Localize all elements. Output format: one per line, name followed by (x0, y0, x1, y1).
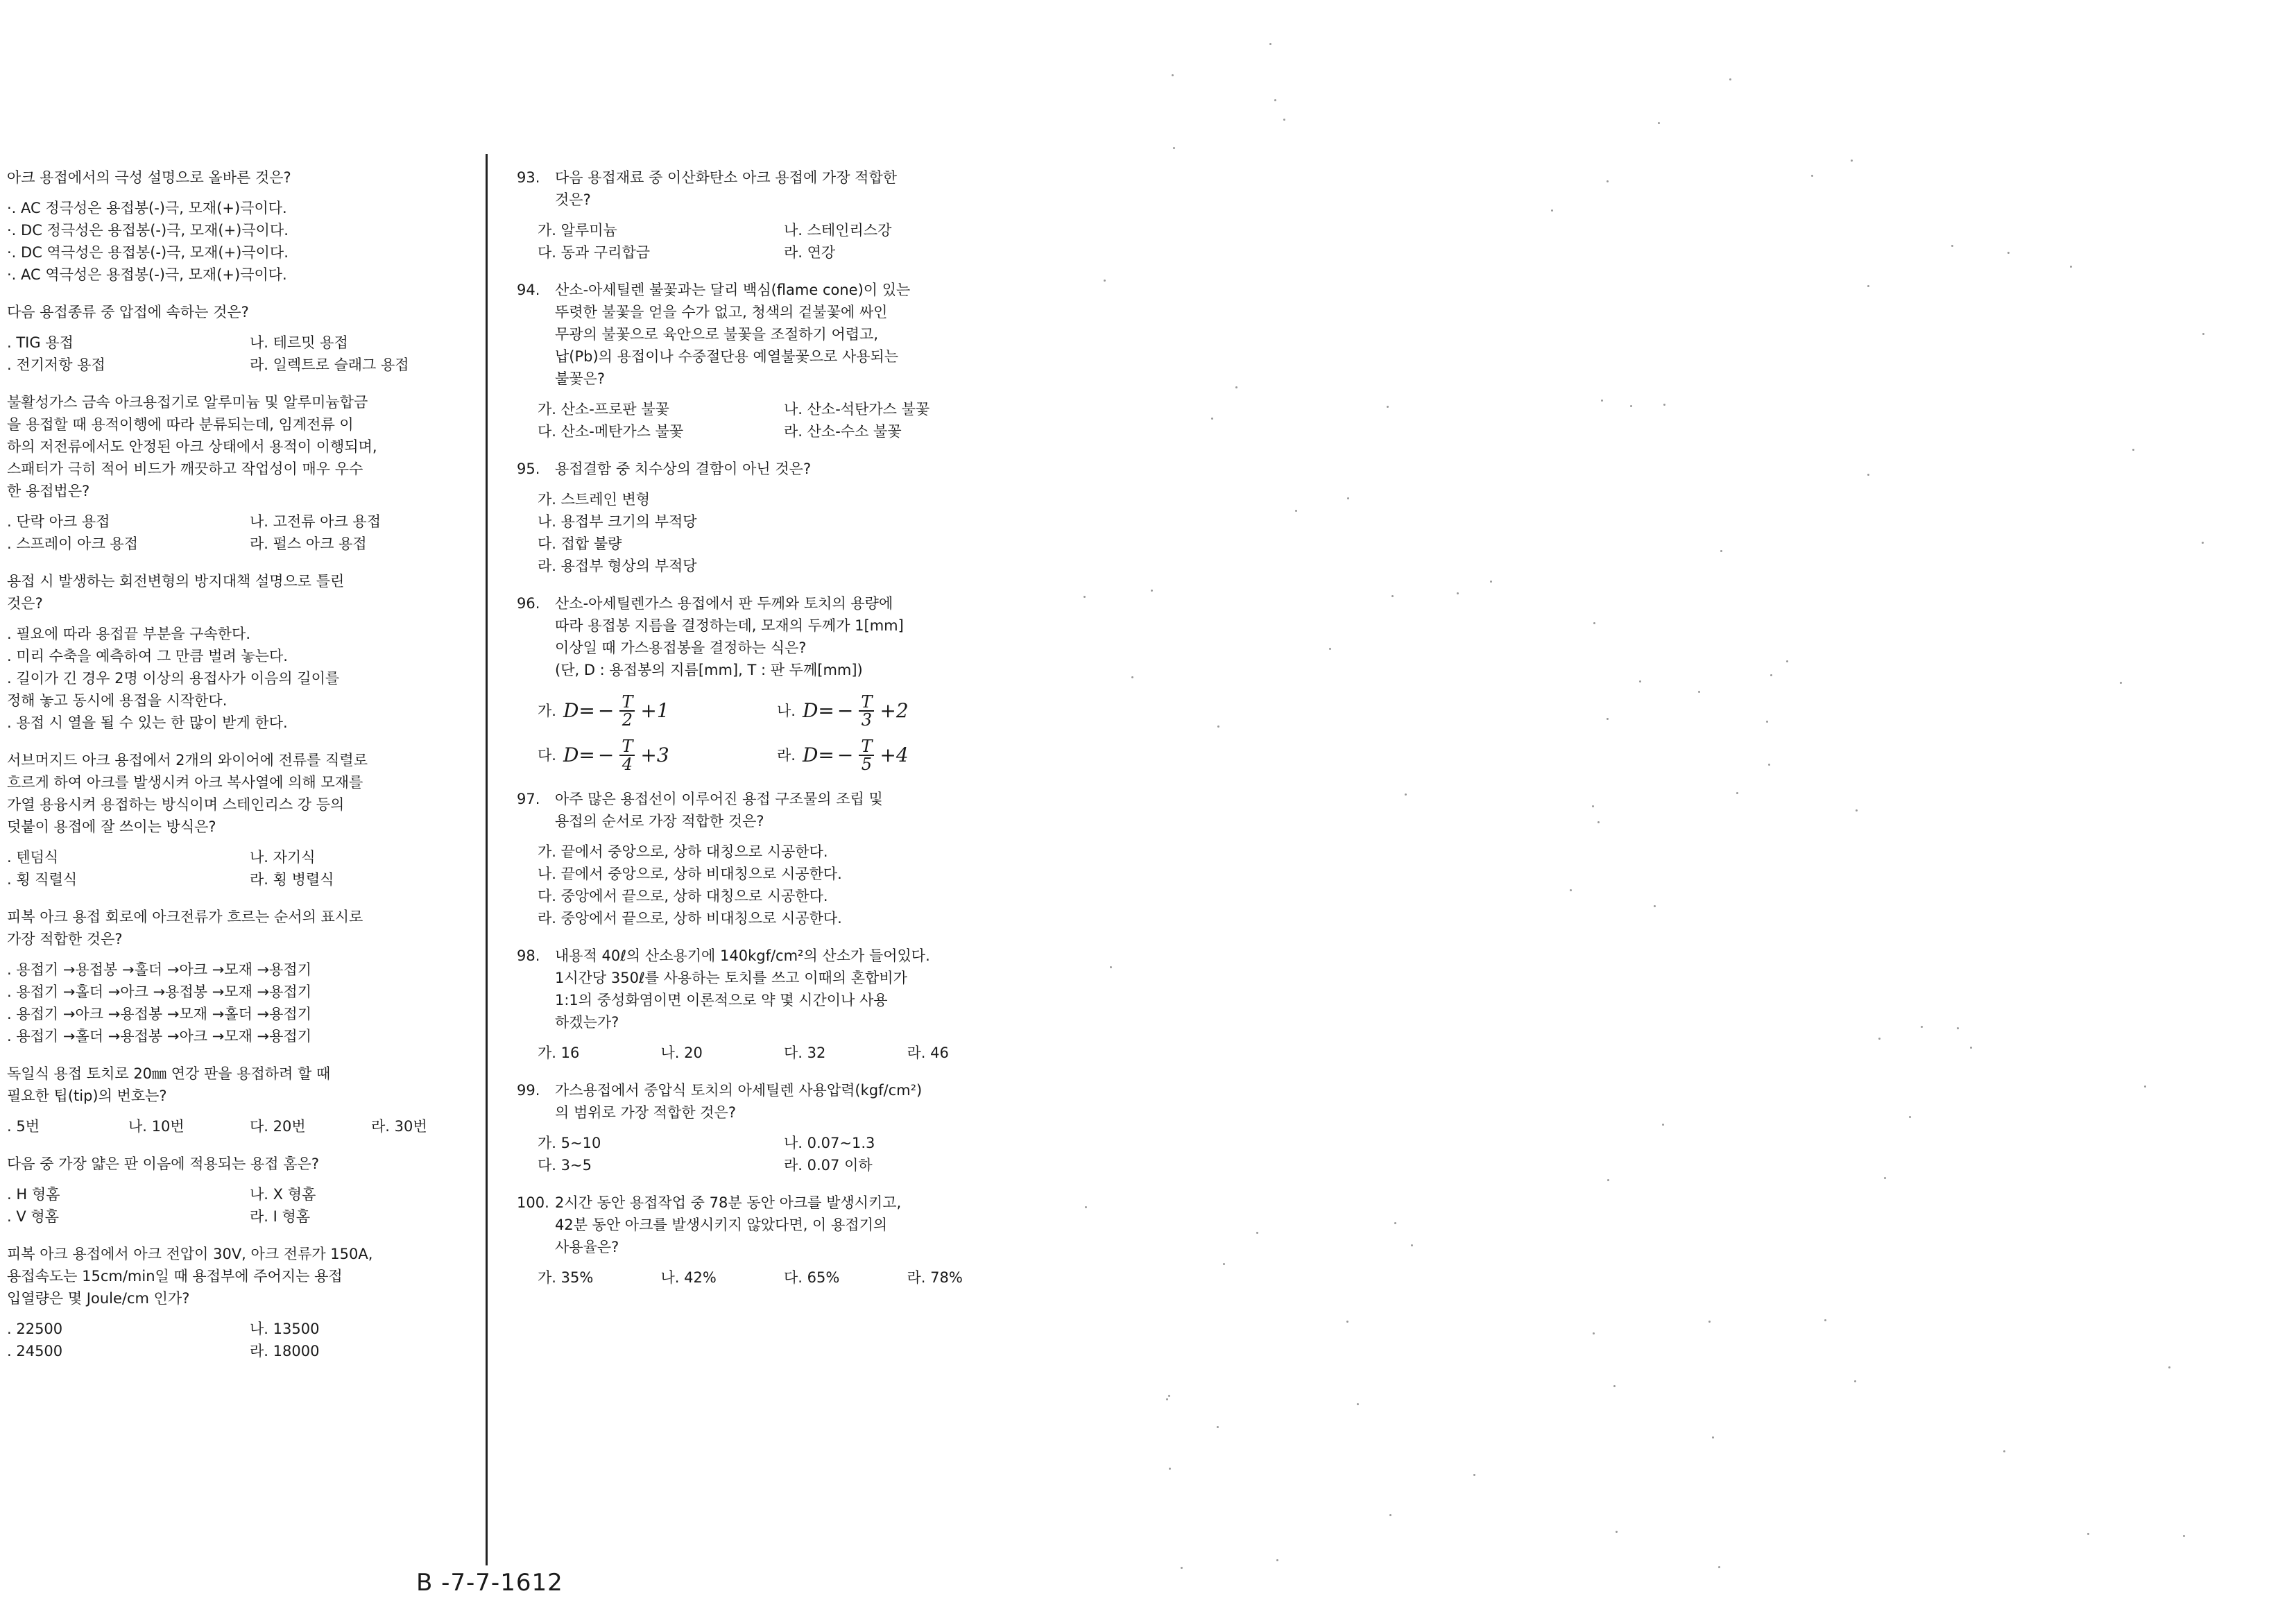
answer-option: 가. 알루미늄 (538, 222, 617, 239)
question-block (517, 458, 1016, 577)
answer-option: 나. 스테인리스강 (784, 222, 892, 239)
question-text: 불활성가스 금속 아크용접기로 알루미늄 및 알루미늄합금 을 용접할 때 용적이행에 따라 분류되는데, 임계전류 이 하의 저전류에서도 안정된 아크 상태에서 용적이 이행되며, 스패터가 극히 적어 비드가 깨끗하고 작업성이 매우 우수 한 용접법은? (7, 394, 377, 499)
answer-option: 나. 용접부 크기의 부적당 (538, 513, 697, 530)
scan-speck (1639, 680, 1641, 682)
minus-sign: − (597, 699, 615, 722)
fraction (859, 694, 874, 728)
answer-option: . 필요에 따라 용접끝 부분을 구속한다. (7, 626, 251, 642)
scan-speck (1166, 1398, 1168, 1400)
formula-rest: +2 (880, 699, 909, 722)
question-body: 내용적 40ℓ의 산소용기에 140kgf/cm²의 산소가 들어있다. 1시간당 350ℓ를 사용하는 토치를 쓰고 이때의 혼합비가 1:1의 중성화염이면 이론적으로 약 몇 시간이나 사용 하겠는가? (555, 947, 930, 1031)
question-text (517, 1192, 1016, 1258)
scan-speck (1592, 805, 1594, 807)
option-list (7, 623, 479, 734)
scan-speck (2003, 1450, 2005, 1452)
scan-speck (2183, 1535, 2185, 1537)
formula-option (777, 738, 1016, 773)
minus-sign: − (837, 744, 854, 766)
question-block (7, 1243, 479, 1362)
scan-speck (1391, 595, 1394, 597)
option-list (7, 959, 479, 1047)
question-block (7, 301, 479, 376)
answer-option: . TIG 용접 (7, 334, 74, 351)
formula (563, 738, 669, 773)
option-label: 다. (538, 747, 556, 764)
option-list (7, 332, 479, 376)
answer-option: 다. 3~5 (538, 1157, 592, 1174)
question-text: 피복 아크 용접 회로에 아크전류가 흐르는 순서의 표시로 가장 적합한 것은? (7, 909, 363, 947)
scan-speck (1274, 99, 1276, 101)
option-list (7, 846, 479, 891)
scan-speck (1347, 497, 1349, 499)
scan-speck (1085, 1206, 1087, 1208)
question-block (7, 906, 479, 1047)
left-column (7, 166, 479, 1377)
minus-sign: − (837, 699, 854, 722)
answer-option: . 미리 수축을 예측하여 그 만큼 벌려 놓는다. (7, 648, 288, 664)
answer-option: 라. 일렉트로 슬래그 용접 (250, 357, 409, 373)
question-body: 산소-아세틸렌 불꽃과는 달리 백심(flame cone)이 있는 뚜렷한 불꽃을 얻을 수가 없고, 청색의 겉불꽃에 싸인 무광의 불꽃으로 육안으로 불꽃을 조절하기 어렵고, 납(Pb)의 용접이나 수중절단용 예열불꽃으로 사용되는 불꽃은? (555, 282, 911, 387)
answer-option: 나. 고전류 아크 용접 (250, 513, 381, 530)
scan-speck (1698, 691, 1700, 693)
question-text: 독일식 용접 토치로 20㎜ 연강 판을 용접하려 할 때 필요한 팁(tip)의 번호는? (7, 1065, 331, 1104)
scan-speck (1168, 1395, 1170, 1397)
scan-speck (2087, 1533, 2089, 1535)
scan-speck (1405, 793, 1407, 796)
right-column (517, 166, 1016, 1304)
scan-speck (1083, 596, 1086, 598)
fraction-denominator: 4 (622, 755, 633, 774)
answer-option: 라. 30번 (371, 1118, 427, 1135)
answer-option: . 텐덤식 (7, 849, 59, 866)
question-block (517, 1079, 1016, 1176)
answer-option: 나. 산소-석탄가스 불꽃 (784, 401, 930, 418)
option-label: 가. (538, 703, 556, 719)
scan-speck (1607, 718, 1609, 720)
option-list (517, 1132, 1016, 1176)
question-block (7, 570, 479, 734)
formula-lhs: D= (563, 744, 595, 766)
answer-option: 가. 5~10 (538, 1135, 601, 1151)
scan-speck (1662, 1124, 1664, 1126)
option-label: 나. (777, 703, 796, 719)
answer-option: 나. 끝에서 중앙으로, 상하 비대칭으로 시공한다. (538, 866, 842, 882)
answer-option: . 5번 (7, 1118, 40, 1135)
question-body: 용접결함 중 치수상의 결함이 아닌 것은? (555, 461, 812, 477)
answer-option: 라. I 형홈 (250, 1208, 311, 1225)
scan-speck (1970, 1047, 1972, 1049)
scan-speck (1387, 406, 1389, 408)
scan-speck (1951, 245, 1953, 247)
question-number: 100. (517, 1194, 549, 1211)
formula-option (777, 694, 1016, 728)
question-text (517, 1079, 1016, 1124)
scan-speck (2132, 449, 2134, 451)
fraction-numerator: T (619, 738, 635, 756)
question-body: 다음 용접재료 중 이산화탄소 아크 용접에 가장 적합한 것은? (555, 169, 898, 208)
question-text (517, 592, 1016, 681)
scan-speck (1663, 404, 1665, 406)
question-text: 피복 아크 용접에서 아크 전압이 30V, 아크 전류가 150A, 용접속도는 15cm/min일 때 용접부에 주어지는 용접 입열량은 몇 Joule/cm 인가? (7, 1246, 373, 1307)
question-text (517, 788, 1016, 832)
question-block (517, 592, 1016, 773)
scan-speck (2168, 1366, 2170, 1368)
scan-speck (1854, 1380, 1856, 1382)
question-block (517, 788, 1016, 929)
question-text: 용접 시 발생하는 회전변형의 방지대책 설명으로 틀린 것은? (7, 573, 345, 612)
answer-option: 라. 용접부 형상의 부적당 (538, 558, 697, 574)
scan-speck (2120, 682, 2122, 684)
scan-speck (2007, 252, 2010, 254)
formula-option (538, 694, 777, 728)
question-block (7, 749, 479, 891)
scan-speck (1131, 676, 1133, 678)
scan-speck (1909, 1116, 1911, 1118)
scan-speck (1346, 1321, 1348, 1323)
scan-speck (1607, 180, 1609, 182)
scan-speck (1217, 725, 1219, 728)
question-number: 99. (517, 1082, 540, 1099)
scan-speck (1104, 280, 1106, 282)
fraction-numerator: T (859, 738, 874, 756)
scan-speck (1867, 474, 1869, 476)
answer-option: . 용접기 →용접봉 →홀더 →아크 →모재 →용접기 (7, 961, 311, 978)
scan-speck (1712, 1436, 1714, 1439)
answer-option: 나. 0.07~1.3 (784, 1135, 875, 1151)
scan-speck (1217, 1426, 1219, 1428)
scan-speck (1329, 648, 1331, 650)
answer-option: 다. 접합 불량 (538, 535, 622, 552)
formula-rest: +4 (880, 744, 909, 766)
question-block (7, 1153, 479, 1228)
scan-speck (1616, 1531, 1618, 1533)
scan-speck (1223, 1263, 1225, 1265)
question-number: 93. (517, 169, 540, 186)
scan-speck (1211, 418, 1213, 420)
scan-speck (2202, 542, 2204, 544)
formula (803, 694, 909, 728)
answer-option: 가. 35% (538, 1269, 594, 1286)
option-list (517, 841, 1016, 929)
scan-speck (1269, 43, 1271, 45)
scan-speck (1718, 1566, 1720, 1568)
answer-option: . 단락 아크 용접 (7, 513, 110, 530)
question-number: 98. (517, 947, 540, 964)
fraction (619, 738, 635, 773)
question-text (517, 458, 1016, 480)
question-text (517, 945, 1016, 1033)
answer-option: . 횡 직렬식 (7, 871, 78, 888)
answer-option: 라. 78% (907, 1269, 963, 1286)
question-text: 서브머지드 아크 용접에서 2개의 와이어에 전류를 직렬로 흐르게 하여 아크를 발생시켜 아크 복사열에 의해 모재를 가열 용융시켜 용접하는 방식이며 스테인리스 강 등의 덧붙이 용접에 잘 쓰이는 방식은? (7, 752, 368, 835)
scan-speck (1921, 1026, 1923, 1028)
scan-speck (1878, 1038, 1881, 1040)
scan-speck (1173, 147, 1175, 149)
scan-speck (2202, 333, 2204, 335)
formula-options (517, 694, 1016, 773)
scan-speck (1856, 809, 1858, 812)
answer-option: ·. DC 정극성은 용접봉(-)극, 모재(+)극이다. (7, 222, 289, 239)
question-text: 아크 용접에서의 극성 설명으로 올바른 것은? (7, 169, 291, 186)
answer-option: 라. 중앙에서 끝으로, 상하 비대칭으로 시공한다. (538, 910, 842, 927)
question-number: 95. (517, 461, 540, 477)
scan-speck (1593, 622, 1595, 624)
answer-option: 다. 산소-메탄가스 불꽃 (538, 423, 684, 440)
question-block (7, 166, 479, 286)
scan-speck (1411, 1244, 1413, 1246)
answer-option: 나. 테르밋 용접 (250, 334, 348, 351)
scan-speck (1613, 1385, 1616, 1387)
scan-speck (1786, 660, 1788, 662)
answer-option: 다. 65% (784, 1269, 840, 1286)
answer-option: ·. AC 정극성은 용접봉(-)극, 모재(+)극이다. (7, 200, 287, 216)
page-footer-code: B -7-7-1612 (416, 1569, 563, 1597)
scan-speck (1593, 1332, 1595, 1334)
answer-option: 나. 20 (660, 1045, 703, 1061)
scan-speck (1824, 1319, 1826, 1321)
scan-speck (1957, 1027, 1959, 1029)
scan-speck (1708, 1321, 1711, 1323)
question-body: 가스용접에서 중압식 토치의 아세틸렌 사용압력(kgf/cm²) 의 범위로 가장 적합한 것은? (555, 1082, 923, 1121)
scan-speck (1607, 1179, 1609, 1181)
minus-sign: − (597, 744, 615, 766)
answer-option: 가. 끝에서 중앙으로, 상하 대칭으로 시공한다. (538, 843, 828, 860)
option-list (7, 1318, 479, 1362)
scan-speck (1276, 1559, 1278, 1561)
answer-option: 라. 18000 (250, 1343, 320, 1359)
scan-speck (1570, 889, 1572, 891)
scan-speck (1729, 78, 1731, 80)
scan-speck (1766, 721, 1768, 723)
scan-speck (1295, 510, 1297, 512)
answer-option: 가. 스트레인 변형 (538, 491, 651, 508)
scan-speck (1151, 590, 1153, 592)
answer-option: . 용접기 →홀더 →아크 →용접봉 →모재 →용접기 (7, 984, 311, 1000)
answer-option: . 용접 시 열을 될 수 있는 한 많이 받게 한다. (7, 714, 288, 731)
answer-option: . 전기저항 용접 (7, 357, 105, 373)
answer-option: 가. 산소-프로판 불꽃 (538, 401, 669, 418)
scan-speck (1658, 122, 1660, 124)
scan-speck (1389, 1514, 1391, 1516)
scan-speck (1654, 905, 1656, 907)
option-list (517, 219, 1016, 264)
answer-option: 나. 42% (660, 1269, 717, 1286)
formula (803, 738, 909, 773)
scan-speck (1630, 405, 1632, 407)
scan-speck (1110, 966, 1112, 968)
answer-option: 라. 산소-수소 불꽃 (784, 423, 902, 440)
formula-lhs: D= (802, 744, 834, 766)
option-label: 라. (777, 747, 796, 764)
question-block (7, 391, 479, 555)
scan-speck (1851, 160, 1853, 162)
question-text: 다음 중 가장 얇은 판 이음에 적용되는 용접 홈은? (7, 1156, 319, 1172)
question-block (517, 945, 1016, 1064)
scan-speck (1283, 119, 1285, 121)
scan-speck (1172, 74, 1174, 76)
answer-option: 다. 중앙에서 끝으로, 상하 대칭으로 시공한다. (538, 888, 828, 904)
option-list (7, 1115, 479, 1137)
answer-option: 나. 10번 (128, 1118, 185, 1135)
scan-speck (1597, 821, 1600, 823)
question-body: 산소-아세틸렌가스 용접에서 판 두께와 토치의 용량에 따라 용접봉 지름을 결정하는데, 모재의 두께가 1[mm] 이상일 때 가스용접봉을 결정하는 식은? (단, D : 용접봉의 지름[mm], T : 판 두께[mm]) (555, 595, 904, 678)
scan-speck (1884, 1177, 1886, 1179)
question-block (517, 279, 1016, 443)
fraction-denominator: 3 (861, 710, 872, 730)
scan-speck (1357, 1403, 1359, 1405)
answer-option: . 길이가 긴 경우 2명 이상의 용접사가 이음의 길이를 정해 놓고 동시에 용접을 시작한다. (7, 670, 340, 709)
option-list (517, 488, 1016, 577)
question-text (517, 166, 1016, 211)
scan-speck (1169, 1468, 1171, 1470)
answer-option: 다. 20번 (250, 1118, 306, 1135)
answer-option: ·. DC 역극성은 용접봉(-)극, 모재(+)극이다. (7, 244, 289, 261)
answer-option: 나. 13500 (250, 1321, 320, 1337)
question-block (7, 1063, 479, 1137)
option-list (7, 1183, 479, 1228)
question-text (517, 279, 1016, 390)
answer-option: 다. 32 (784, 1045, 826, 1061)
option-list (7, 510, 479, 555)
scan-speck (1457, 592, 1459, 594)
scan-speck (1473, 1474, 1475, 1476)
answer-option: . 용접기 →아크 →용접봉 →모재 →홀더 →용접기 (7, 1006, 311, 1022)
formula-rest: +1 (640, 699, 669, 722)
scan-speck (1811, 175, 1813, 177)
fraction (619, 694, 635, 728)
scan-speck (1181, 1567, 1183, 1569)
answer-option: 라. 46 (907, 1045, 949, 1061)
fraction-denominator: 5 (861, 755, 872, 774)
formula (563, 694, 669, 728)
answer-option: 라. 0.07 이하 (784, 1157, 873, 1174)
question-body: 2시간 동안 용접작업 중 78분 동안 아크를 발생시키고, 42분 동안 아크를 발생시키지 않았다면, 이 용접기의 사용율은? (555, 1194, 902, 1255)
answer-option: . 용접기 →홀더 →용접봉 →아크 →모재 →용접기 (7, 1028, 311, 1045)
option-list (517, 1042, 1016, 1064)
scan-speck (1394, 1222, 1396, 1224)
scan-speck (2070, 266, 2072, 268)
fraction-numerator: T (859, 694, 874, 712)
option-list (517, 1266, 1016, 1289)
column-divider (486, 154, 488, 1565)
scan-speck (1256, 1232, 1258, 1234)
answer-option: 가. 16 (538, 1045, 580, 1061)
answer-option: . 22500 (7, 1321, 63, 1337)
fraction-numerator: T (619, 694, 635, 712)
formula-rest: +3 (640, 744, 669, 766)
scan-speck (1736, 792, 1738, 794)
formula-option (538, 738, 777, 773)
answer-option: . 스프레이 아크 용접 (7, 535, 138, 552)
answer-option: 나. 자기식 (250, 849, 316, 866)
scan-speck (1770, 674, 1772, 676)
formula-lhs: D= (802, 699, 834, 722)
option-list (7, 197, 479, 286)
question-number: 94. (517, 282, 540, 298)
option-list (517, 398, 1016, 443)
question-body: 아주 많은 용접선이 이루어진 용접 구조물의 조립 및 용접의 순서로 가장 적합한 것은? (555, 791, 883, 830)
question-number: 96. (517, 595, 540, 612)
answer-option: . V 형홈 (7, 1208, 59, 1225)
question-number: 97. (517, 791, 540, 807)
answer-option: . H 형홈 (7, 1186, 60, 1203)
scan-speck (1551, 209, 1553, 212)
answer-option: 나. X 형홈 (250, 1186, 316, 1203)
answer-option: 라. 연강 (784, 244, 836, 261)
answer-option: ·. AC 역극성은 용접봉(-)극, 모재(+)극이다. (7, 266, 287, 283)
scan-speck (1867, 285, 1869, 287)
answer-option: 라. 횡 병렬식 (250, 871, 334, 888)
scan-speck (2144, 1085, 2146, 1088)
answer-option: 라. 펄스 아크 용접 (250, 535, 367, 552)
scan-speck (1235, 386, 1237, 388)
scan-speck (1601, 400, 1603, 402)
question-text: 다음 용접종류 중 압접에 속하는 것은? (7, 304, 249, 320)
question-block (517, 1192, 1016, 1289)
answer-option: 다. 동과 구리합금 (538, 244, 651, 261)
scan-speck (1768, 764, 1770, 766)
fraction (859, 738, 874, 773)
answer-option: . 24500 (7, 1343, 63, 1359)
formula-lhs: D= (563, 699, 595, 722)
fraction-denominator: 2 (622, 710, 633, 730)
question-block (517, 166, 1016, 264)
scan-speck (1720, 550, 1722, 552)
scan-speck (1490, 581, 1492, 583)
